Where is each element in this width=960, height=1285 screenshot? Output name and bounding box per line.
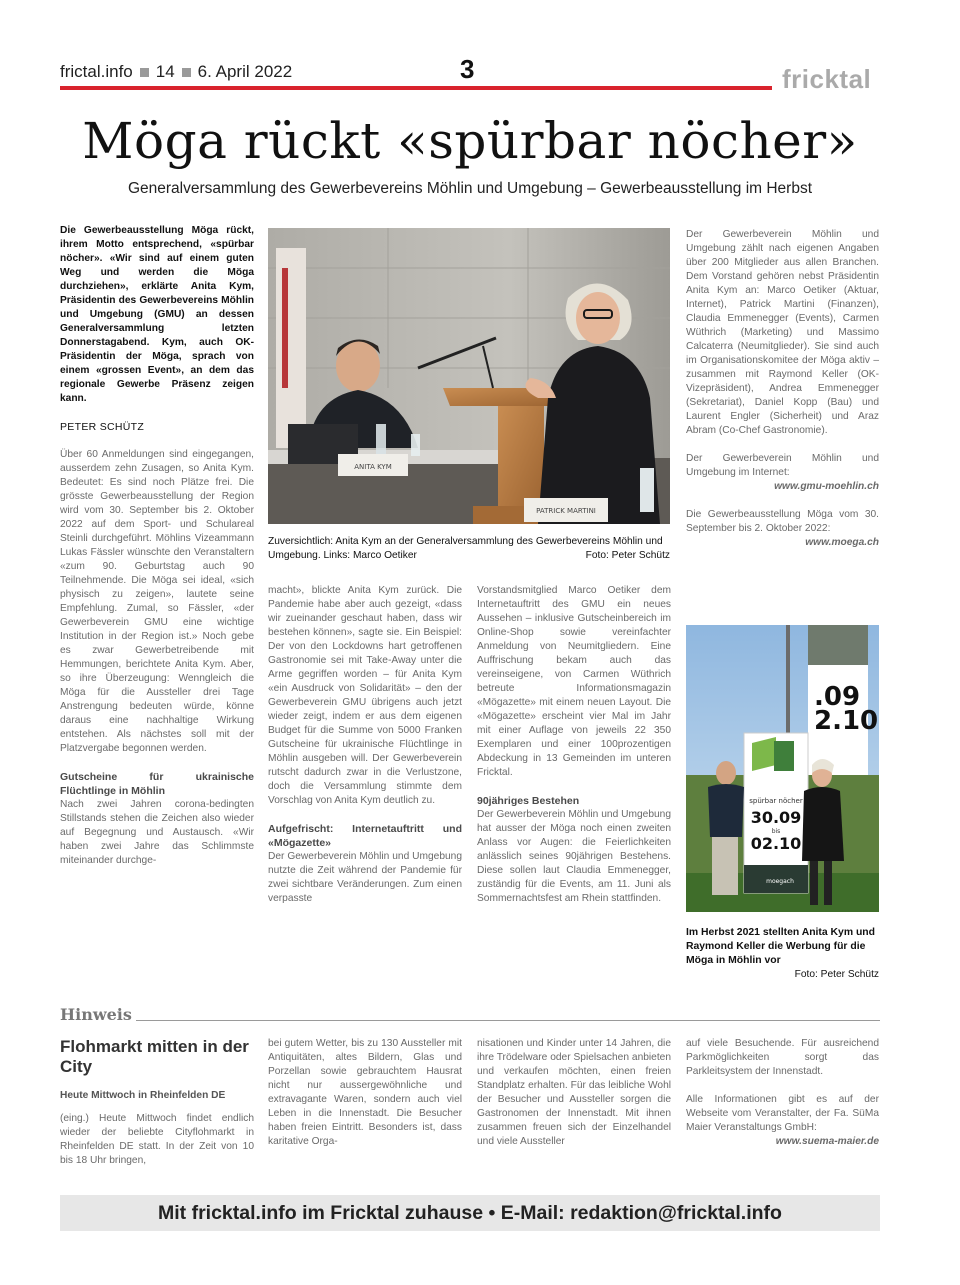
photo-moega-banner	[686, 625, 879, 912]
gmu-website-link[interactable]: www.gmu-moehlin.ch	[774, 481, 879, 492]
moega-website-link[interactable]: www.moega.ch	[805, 537, 879, 548]
article-headline: Möga rückt «spürbar nöcher»	[82, 112, 858, 170]
flag-date-to: 2.10	[814, 706, 879, 736]
notice-column-2	[268, 1037, 462, 1149]
article-body-paragraph: Über 60 Anmeldungen sind eingegangen, ausserdem zehn Zusagen, so Anita Kym. Bedeutet: Es sind noch Plätze frei. Die grösste Gewerbeausstellung der Region wird vom 30. September bis 2. Oktober 2022 auf dem Sport- und Schulareal Steinli durchgeführt. Möhlins Vizeammann Lukas Fässler wünschte den Veranstaltern «zum 90. Geburtstag auch 90 Teilnehmende. Die Möga sei ideal, «sich physisch zu zeigen», lautete seine Empfehlung. Zumal, so Fässler, «der Gewerbeverein GMU eine wichtige Institution in der Region ist.» Noch gebe es zwar Gewerbetreibende mit Hemmungen, berichtete Anita Kym. Aber, so ihre Überzeugung: Wenngleich die Möga für die Aussteller drei Tage Anstrengung bedeuten würde, könne daraus eine nachhaltige Wirkung entstehen. Als nächstes soll mit der Platzvergabe begonnen werden.	[60, 449, 254, 754]
masthead	[60, 62, 292, 82]
footer-bar	[60, 1195, 880, 1231]
flag-date-from: .09	[814, 682, 861, 712]
photo-general-assembly	[268, 228, 670, 524]
photo-caption-1	[268, 535, 670, 563]
photo-moega-banner-image	[686, 625, 879, 912]
footer-text: Mit fricktal.info im Fricktal zuhause • E-Mail: redaktion@fricktal.info	[158, 1202, 782, 1224]
header-rule	[60, 86, 772, 90]
site-name: frictal.info	[60, 62, 133, 81]
article-sidebar-text: Der Gewerbeverein Möhlin und Umgebung zählt nach eigenen Angaben über 200 Mitglieder aus allen Branchen. Dem Vorstand gehören nebst Präsidentin Anita Kym an: Marco Oetiker (Aktuar, Internet), Patrick Martini (Finanzen), Claudia Emmenegger (Events), Carmen Wüthrich (Marketing) und Massimo Calcaterra (Neumitglieder). Sie sind auch im Organisationskomitee der Möga aktiv – zusammen mit Raymond Keller (OK-Vizepräsident), Andrea Emmenegger (Sekretariat), Daniel Kopp (Bau) und Laurent Engler (Sicherheit) und Araz Abram (Co-Chef Gastronomie).	[686, 229, 879, 436]
article-body-paragraph: Nach zwei Jahren corona-bedingten Stillstands stehen die Zeichen also wieder auf Begegnung und Austausch. «Wir haben zwei Jahre das Schlimmste miteinander durchge-	[60, 799, 254, 866]
article-intertitle: Aufgefrischt: Internetauftritt und «Mögazette»	[268, 823, 462, 849]
article-sidebar-text: Der Gewerbeverein Möhlin und Umgebung im Internet:	[686, 453, 879, 478]
article-subheadline: Generalversammlung des Gewerbevereins Möhlin und Umgebung – Gewerbeausstellung im Herbst	[127, 180, 813, 197]
notice-label: Hinweis	[60, 1005, 132, 1024]
photo-credit: Foto: Peter Schütz	[585, 550, 670, 561]
notice-column-1	[60, 1112, 254, 1168]
issue-date: 6. April 2022	[197, 62, 293, 81]
issue-number: 14	[155, 62, 175, 81]
article-body-paragraph: Der Gewerbeverein Möhlin und Umgebung nutzte die Zeit während der Pandemie für zwei sichtbare Veränderungen. Zum einen verpasste	[268, 851, 462, 904]
photo-caption-text: Im Herbst 2021 stellten Anita Kym und Raymond Keller die Werbung für die Möga in Möhlin vor	[686, 927, 876, 966]
name-sign-2: PATRICK MARTINI	[536, 507, 596, 515]
page-number: 3	[460, 54, 475, 84]
organizer-website-link[interactable]: www.suema-maier.de	[775, 1136, 879, 1147]
notice-column-3	[477, 1037, 671, 1149]
photo-credit: Foto: Peter Schütz	[794, 969, 879, 980]
article-lead: Die Gewerbeausstellung Möga rückt, ihrem Motto entsprechend, «spürbar nöcher». «Wir sind auf einem guten Weg und werden die Möga durchziehen», erklärte Anita Kym, Präsidentin des Gewerbevereins Möhlin und Umgebung (GMU) an dessen Generalversammlung letzten Donnerstagabend. Kym, auch OK-Präsidentin der Möga, sprach von einem «grossen Event», an dem das regionale Gewerbe Präsenz zeigen kann.	[60, 225, 254, 404]
banner-date-from: 30.09	[750, 808, 802, 827]
notice-rule	[136, 1020, 880, 1021]
photo-caption-2	[686, 926, 879, 982]
photo-general-assembly-image	[268, 228, 670, 524]
name-sign-1: ANITA KYM	[354, 463, 392, 471]
article-column-4	[686, 228, 879, 550]
article-body-paragraph: Der Gewerbeverein Möhlin und Umgebung hat ausser der Möga noch einen zweiten Anlass vor Augen: die Feierlichkeiten anlässlich seines 90jährigen Bestehens. Diese sollen laut Claudia Emmenegger, zuständig für die Events, am 11. Juni als Sommernachtsfest am Rhein stattfinden.	[477, 809, 671, 904]
article-body-paragraph: macht», blickte Anita Kym zurück. Die Pandemie habe aber auch gezeigt, «dass wir zueinander geschaut haben, dass wir bestehen können», sagte sie. Ein Beispiel: Der von den Lockdowns hart getroffenen Gastronomie sei mit Take-Away unter die Arme gegriffen worden – für Anita Kym «ein Ausdruck von Solidarität» – den der Gewerbeverein GMU übrigens auch jetzt wieder zeigt, indem er aus dem eigenen Budget für die Summe von 5000 Franken Gutscheine für ukrainische Flüchtlinge in Möhlin ausgeben will. Der Gewerbeverein rutscht dadurch zwar in die Verlustzone, doch die Versammlung stimmte dem Vorschlag von Anita Kym deutlich zu.	[268, 585, 462, 806]
article-author: PETER SCHÜTZ	[60, 421, 145, 433]
banner-bis: bis	[771, 828, 781, 835]
banner-sponsor: moegach	[766, 878, 794, 885]
banner-date-to: 02.10	[750, 834, 802, 853]
notice-paragraph: Alle Informationen gibt es auf der Webseite vom Veranstalter, der Fa. SüMa Maier Veranstaltungs GmbH:	[686, 1094, 879, 1133]
notice-title: Flohmarkt mitten in der City	[60, 1037, 249, 1076]
brand-logo: fricktal	[782, 64, 872, 94]
article-intertitle: Gutscheine für ukrainische Flüchtlinge in Möhlin	[60, 771, 254, 797]
banner-motto: spürbar nöcher	[749, 797, 803, 805]
notice-paragraph: bei gutem Wetter, bis zu 130 Aussteller mit Antiquitäten, altes Bildern, Glas und Porzellan sowie gebrauchtem Hausrat nicht nur aussergewöhnliche und extravagante Waren, sondern auch viel Leben in die Innenstadt. Die Besucher haben freien Eintritt. Besonders ist, dass karitative Orga-	[268, 1038, 462, 1147]
notice-paragraph: (eing.) Heute Mittwoch findet endlich wieder der beliebte Cityflohmarkt in Rheinfelden DE statt. In der Zeit von 10 bis 18 Uhr bringen,	[60, 1113, 254, 1166]
notice-subtitle: Heute Mittwoch in Rheinfelden DE	[60, 1090, 226, 1101]
article-column-1	[60, 224, 254, 868]
article-intertitle: 90jähriges Bestehen	[477, 795, 580, 807]
article-sidebar-text: Die Gewerbeausstellung Möga vom 30. September bis 2. Oktober 2022:	[686, 509, 879, 534]
article-body-paragraph: Vorstandsmitglied Marco Oetiker dem Internetauftritt des GMU ein neues Aussehen – inklusive Gutscheinbereich im Online-Shop sowie vereinfachter Anmeldung von Neumitgliedern. Eine Auffrischung bekam auch das vereinseigene, von Carmen Wüthrich betreute Informationsmagazin «Mögazette» mit einem neuen Layout. Die «Mögazette» erscheint vier Mal im Jahr mit einer Auflage von jeweils 22 350 Exemplaren und einer 100prozentigen Abdeckung in 13 Gemeinden im unteren Fricktal.	[477, 585, 671, 778]
article-column-3	[477, 584, 671, 906]
separator-square-icon	[140, 68, 149, 77]
article-column-2	[268, 584, 462, 906]
notice-paragraph: auf viele Besuchende. Für ausreichend Parkmöglichkeiten sorgt das Parkleitsystem der Innenstadt.	[686, 1038, 879, 1077]
photo-caption-text: Zuversichtlich: Anita Kym an der Generalversammlung des Gewerbevereins Möhlin und Umgebung. Links: Marco Oetiker	[268, 536, 663, 561]
separator-square-icon	[182, 68, 191, 77]
notice-paragraph: nisationen und Kinder unter 14 Jahren, die ihre Trödelware oder Spielsachen anbieten und verkaufen möchten, einen freien Standplatz erhalten. Für das leibliche Wohl der Besucher und Aussteller sorgen die Gastronomen der Innenstadt. Mit ihnen zusammen freuen sich der Einzelhandel und viele Aussteller	[477, 1038, 671, 1147]
notice-column-4	[686, 1037, 879, 1149]
